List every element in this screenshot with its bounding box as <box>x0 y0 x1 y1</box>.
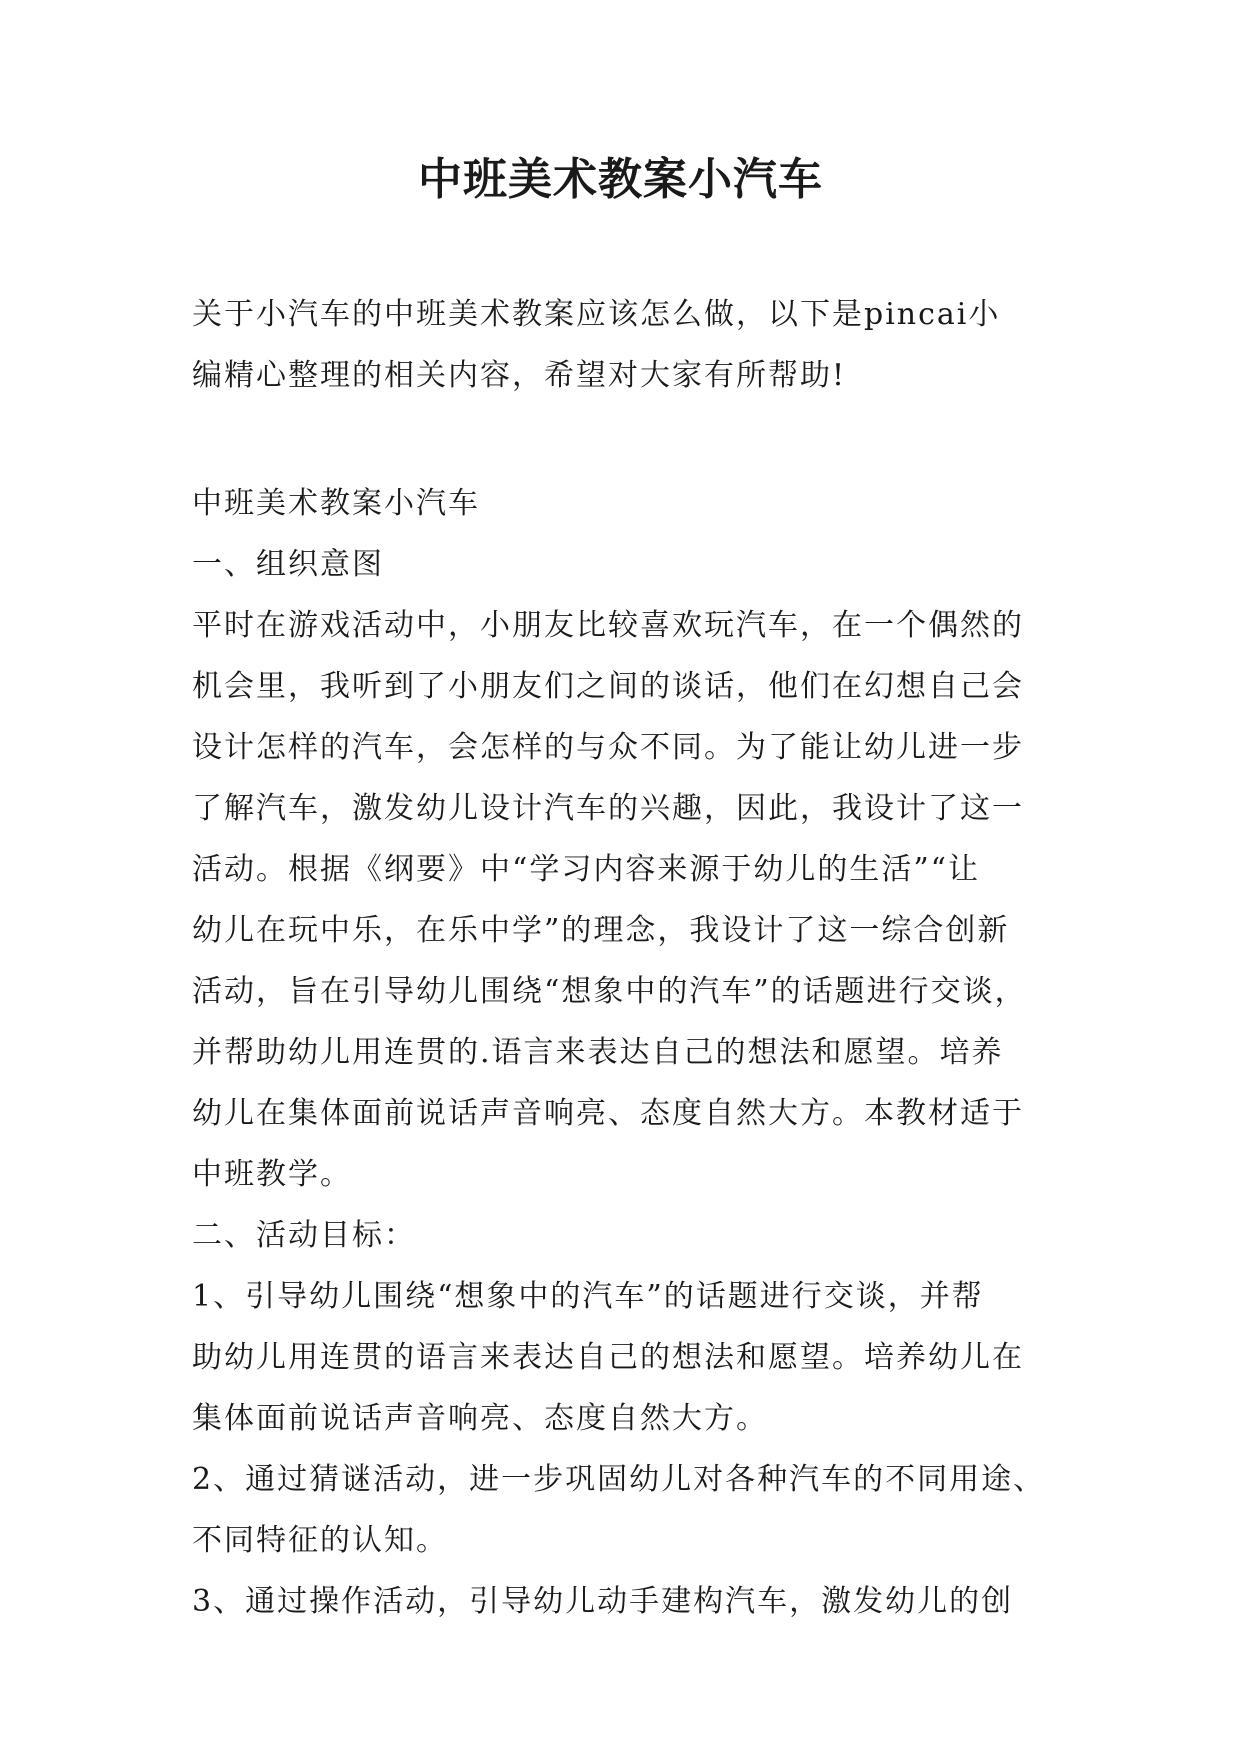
body-line: 1、引导幼儿围绕“想象中的汽车”的话题进行交谈，并帮 <box>192 1279 984 1314</box>
section-heading: 一、组织意图 <box>192 547 384 582</box>
body-line: 并帮助幼儿用连贯的.语言来表达自己的想法和愿望。培养 <box>192 1035 1004 1070</box>
body-line: 3、通过操作活动，引导幼儿动手建构汽车，激发幼儿的创 <box>192 1584 1014 1619</box>
body-line: 活动。根据《纲要》中“学习内容来源于幼儿的生活”“让 <box>192 852 981 887</box>
body-line: 活动，旨在引导幼儿围绕“想象中的汽车”的话题进行交谈， <box>192 974 1027 1009</box>
body-line: 2、通过猜谜活动，进一步巩固幼儿对各种汽车的不同用途、 <box>192 1462 1046 1497</box>
paragraph-gap <box>192 406 1072 473</box>
body-line: 幼儿在玩中乐，在乐中学”的理念，我设计了这一综合创新 <box>192 913 1010 948</box>
body-line: 中班教学。 <box>192 1157 352 1192</box>
section-heading: 二、活动目标： <box>192 1218 416 1253</box>
document-body <box>192 284 1072 1632</box>
body-line: 设计怎样的汽车，会怎样的与众不同。为了能让幼儿进一步 <box>192 730 1024 765</box>
section-heading: 中班美术教案小汽车 <box>192 486 480 521</box>
body-line: 不同特征的认知。 <box>192 1523 448 1558</box>
body-line: 幼儿在集体面前说话声音响亮、态度自然大方。本教材适于 <box>192 1096 1024 1131</box>
intro-line: 关于小汽车的中班美术教案应该怎么做，以下是pincai小 <box>192 297 1001 332</box>
body-line: 平时在游戏活动中，小朋友比较喜欢玩汽车，在一个偶然的 <box>192 608 1024 643</box>
body-line: 了解汽车，激发幼儿设计汽车的兴趣，因此，我设计了这一 <box>192 791 1024 826</box>
body-line: 集体面前说话声音响亮、态度自然大方。 <box>192 1401 768 1436</box>
body-line: 助幼儿用连贯的语言来表达自己的想法和愿望。培养幼儿在 <box>192 1340 1024 1375</box>
body-line: 机会里，我听到了小朋友们之间的谈话，他们在幻想自己会 <box>192 669 1024 704</box>
intro-line: 编精心整理的相关内容，希望对大家有所帮助! <box>192 358 847 393</box>
page-title: 中班美术教案小汽车 <box>418 154 823 205</box>
